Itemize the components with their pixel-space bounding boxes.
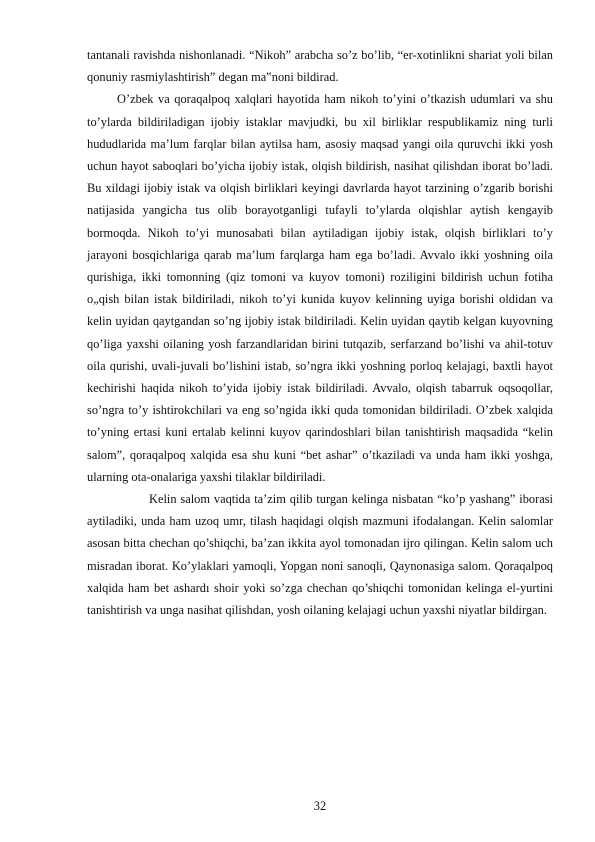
paragraph-1: tantanali ravishda nishonlanadi. “Nikoh” arabcha so’z bo’lib, “er-xotinlikni shariat yoli bilan qonuniy rasmiylashtirish” degan ma‟noni bildirad. (87, 48, 553, 85)
paragraph-3: Kelin salom vaqtida ta’zim qilib turgan kelinga nisbatan “ko’p yashang” iborasi aytiladiki, unda ham uzoq umr, tilash haqidagi olqish mazmuni ifodalangan. Kelin salomlar asosan bitta chechan qo’shiqchi, ba’zan ikkita ayol tomonadan ijro qilingan. Kelin salom uch misradan iborat. Ko’ylaklari yamoqli, Yopgan noni sanoqli, Qaynonasiga salom. Qoraqalpoq xalqida ham bet ashardı shoir yoki so’zga chechan qo’shiqchi tomonidan kelinga el-yurtini tanishtirish va unga nasihat qilishdan, yosh oilaning kelajagi uchun yaxshi niyatlar bildirgan. (87, 492, 553, 618)
paragraph-2: O’zbek va qoraqalpoq xalqlari hayotida ham nikoh to’yini o’tkazish udumlari va shu to’ylarda bildiriladigan ijobiy istaklar mavjudki, bu xil birliklar respublikamiz ning turli hududlarida ma’lum farqlar bilan aytilsa ham, asosiy maqsad yangi oila quruvchi ikki yosh uchun hayot saboqlari bo’yicha ijobiy istak, olqish bildirish, nasihat qilishdan iborat bo’ladi. Bu xildagi ijobiy istak va olqish birliklari keyingi davrlarda hayot tarzining o’zgarib borishi natijasida yangicha tus olib borayotganligi tufayli to’ylarda olqishlar aytish kengayib bormoqda. Nikoh to’yi munosabati bilan aytiladigan ijobiy istak, olqish birliklari to’y jarayoni bosqichlariga qarab ma’lum farqlarga ham ega bo’ladi. Avvalo ikki yoshning oila qurishiga, ikki tomonning (qiz tomoni va kuyov tomoni) roziligini bildirish uchun fotiha o„qish bilan istak bildiriladi, nikoh to’yi kunida kuyov kelinning uyiga borishi oldidan va kelin uyidan qaytgandan so’ng ijobiy istak bildiriladi. Kelin uyidan qaytib kelgan kuyovning qo’liga yaxshi oilaning yosh farzandlaridan birini tutqazib, serfarzand bo’lishi va ahil-totuv oila qurishi, uvali-juvali bo’lishini istab, so’ngra ikki yoshning porloq kelajagi, baxtli hayot kechirishi haqida nikoh to’yida ijobiy istak bildiriladi. Avvalo, olqish tabarruk oqsoqollar, so’ngra to’y ishtirokchilari va eng so’ngida ikki quda tomonidan bildiriladi. O’zbek xalqida to’yning ertasi kuni ertalab kelinni kuyov qarindoshlari bilan tanishtirish maqsadida “kelin salom”, qoraqalpoq xalqida esa shu kuni “bet ashar” o’tkaziladi va unda ham ikki yoshga, ularning ota-onalariga yaxshi tilaklar bildiriladi. (87, 92, 553, 484)
document-body (87, 44, 553, 621)
page-number: 32 (313, 799, 327, 813)
